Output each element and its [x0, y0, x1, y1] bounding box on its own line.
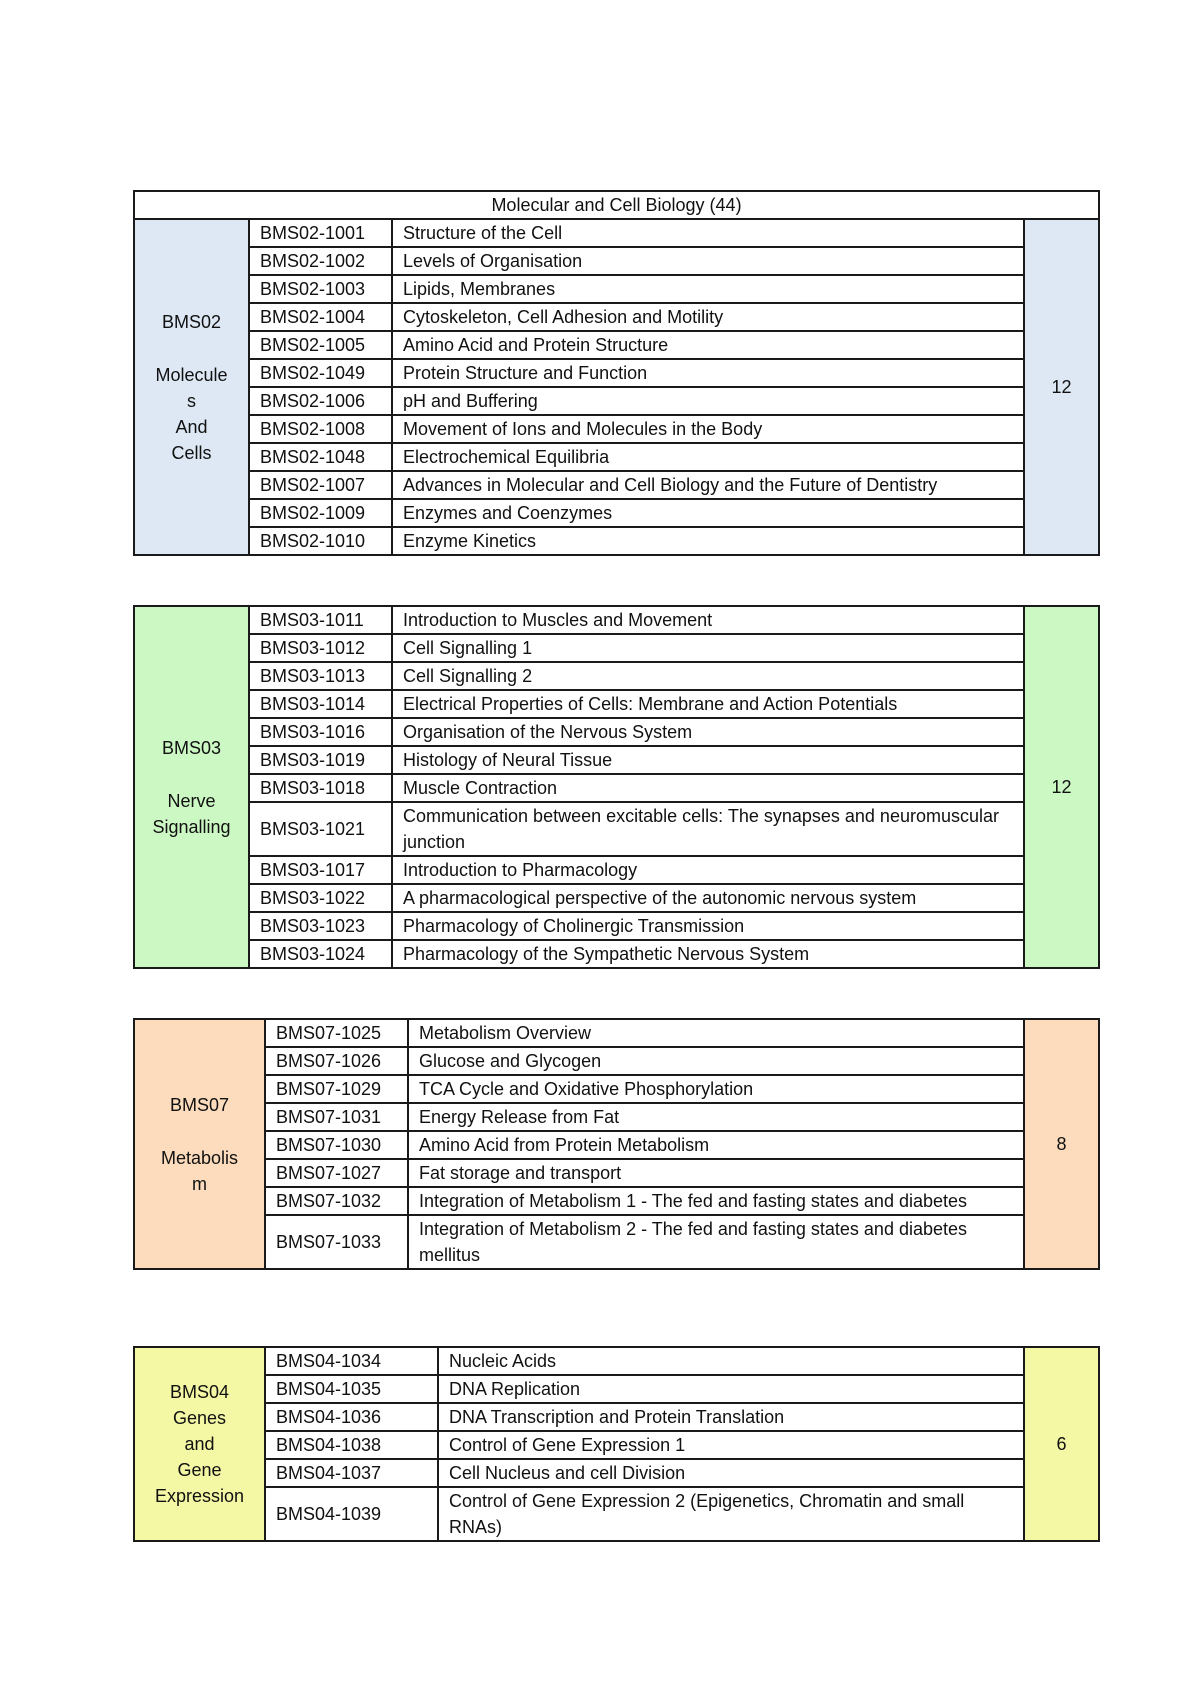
spacer — [145, 335, 238, 362]
lecture-count: 12 — [1024, 219, 1099, 555]
table-row — [134, 387, 1099, 415]
module-name-line: Gene — [177, 1460, 222, 1480]
lecture-topic: DNA Replication — [438, 1375, 1024, 1403]
lecture-topic: Enzymes and Coenzymes — [392, 499, 1024, 527]
lecture-topic: Electrical Properties of Cells: Membrane and Action Potentials — [392, 690, 1024, 718]
lecture-code: BMS03-1011 — [249, 606, 392, 634]
module-name-line: Molecule — [155, 364, 228, 385]
table-row — [134, 662, 1099, 690]
lecture-code: BMS02-1008 — [249, 415, 392, 443]
module-name-cell — [134, 1019, 265, 1269]
lecture-topic: Electrochemical Equilibria — [392, 443, 1024, 471]
table-row — [134, 471, 1099, 499]
lecture-topic: Levels of Organisation — [392, 247, 1024, 275]
lecture-code: BMS02-1009 — [249, 499, 392, 527]
lecture-topic: Cell Signalling 1 — [392, 634, 1024, 662]
module-table-bms07 — [133, 1018, 1100, 1270]
lecture-topic: Movement of Ions and Molecules in the Body — [392, 415, 1024, 443]
lecture-topic: Control of Gene Expression 2 (Epigenetics, Chromatin and small RNAs) — [438, 1487, 1024, 1541]
lecture-topic: Introduction to Pharmacology — [392, 856, 1024, 884]
module-code: BMS04 — [169, 1382, 230, 1402]
lecture-code: BMS02-1007 — [249, 471, 392, 499]
lecture-topic: Pharmacology of Cholinergic Transmission — [392, 912, 1024, 940]
lecture-count: 12 — [1024, 606, 1099, 968]
table-row — [134, 1047, 1099, 1075]
module-code: BMS07 — [169, 1094, 230, 1115]
table-row — [134, 1487, 1099, 1541]
module-name-cell — [134, 219, 249, 555]
table-row — [134, 1459, 1099, 1487]
module-name-line: Cells — [171, 442, 212, 463]
lecture-topic: pH and Buffering — [392, 387, 1024, 415]
lecture-code: BMS03-1017 — [249, 856, 392, 884]
lecture-topic: Cell Signalling 2 — [392, 662, 1024, 690]
lecture-topic: Organisation of the Nervous System — [392, 718, 1024, 746]
lecture-code: BMS02-1001 — [249, 219, 392, 247]
lecture-code: BMS02-1006 — [249, 387, 392, 415]
lecture-code: BMS04-1034 — [265, 1347, 438, 1375]
table-row — [134, 634, 1099, 662]
table-row — [134, 1103, 1099, 1131]
lecture-code: BMS03-1024 — [249, 940, 392, 968]
lecture-code: BMS03-1019 — [249, 746, 392, 774]
module-table-bms03 — [133, 605, 1100, 969]
table-row — [134, 359, 1099, 387]
module-name-line: Metabolis — [160, 1147, 239, 1168]
table-row — [134, 1403, 1099, 1431]
lecture-code: BMS04-1036 — [265, 1403, 438, 1431]
table-row — [134, 856, 1099, 884]
module-body — [134, 191, 1099, 555]
lecture-code: BMS03-1021 — [249, 802, 392, 856]
table-row — [134, 275, 1099, 303]
lecture-code: BMS04-1035 — [265, 1375, 438, 1403]
lecture-topic: Muscle Contraction — [392, 774, 1024, 802]
module-name-line: Genes — [172, 1408, 227, 1428]
lecture-code: BMS03-1018 — [249, 774, 392, 802]
table-row — [134, 527, 1099, 555]
lecture-topic: Nucleic Acids — [438, 1347, 1024, 1375]
lecture-code: BMS02-1048 — [249, 443, 392, 471]
lecture-topic: Amino Acid from Protein Metabolism — [408, 1131, 1024, 1159]
spacer — [145, 761, 238, 788]
table-row — [134, 1131, 1099, 1159]
lecture-topic: TCA Cycle and Oxidative Phosphorylation — [408, 1075, 1024, 1103]
table-row — [134, 606, 1099, 634]
table-row — [134, 1375, 1099, 1403]
lecture-code: BMS07-1030 — [265, 1131, 408, 1159]
lecture-topic: Integration of Metabolism 1 - The fed and fasting states and diabetes — [408, 1187, 1024, 1215]
table-row — [134, 415, 1099, 443]
lecture-topic: Lipids, Membranes — [392, 275, 1024, 303]
table-row — [134, 1215, 1099, 1269]
table-row — [134, 746, 1099, 774]
table-row — [134, 1075, 1099, 1103]
lecture-code: BMS02-1003 — [249, 275, 392, 303]
lecture-code: BMS04-1038 — [265, 1431, 438, 1459]
lecture-topic: Histology of Neural Tissue — [392, 746, 1024, 774]
lecture-topic: Amino Acid and Protein Structure — [392, 331, 1024, 359]
lecture-topic: Control of Gene Expression 1 — [438, 1431, 1024, 1459]
table-row — [134, 443, 1099, 471]
lecture-code: BMS04-1037 — [265, 1459, 438, 1487]
table-row — [134, 718, 1099, 746]
lecture-code: BMS07-1026 — [265, 1047, 408, 1075]
table-row — [134, 303, 1099, 331]
table-title: Molecular and Cell Biology (44) — [134, 191, 1099, 219]
lecture-code: BMS07-1032 — [265, 1187, 408, 1215]
lecture-topic: Structure of the Cell — [392, 219, 1024, 247]
lecture-topic: Cell Nucleus and cell Division — [438, 1459, 1024, 1487]
table-row — [134, 884, 1099, 912]
table-row — [134, 331, 1099, 359]
table-row — [134, 912, 1099, 940]
table-row — [134, 499, 1099, 527]
module-body — [134, 1019, 1099, 1269]
table-row — [134, 690, 1099, 718]
lecture-topic: Glucose and Glycogen — [408, 1047, 1024, 1075]
table-row — [134, 219, 1099, 247]
lecture-count: 8 — [1024, 1019, 1099, 1269]
lecture-code: BMS07-1027 — [265, 1159, 408, 1187]
module-name-cell — [134, 1347, 265, 1541]
lecture-code: BMS07-1025 — [265, 1019, 408, 1047]
lecture-topic: DNA Transcription and Protein Translation — [438, 1403, 1024, 1431]
module-body — [134, 1347, 1099, 1541]
title-row — [134, 191, 1099, 219]
lecture-topic: Protein Structure and Function — [392, 359, 1024, 387]
module-name-line: And — [175, 416, 208, 437]
module-body — [134, 606, 1099, 968]
lecture-topic: Enzyme Kinetics — [392, 527, 1024, 555]
module-name-cell — [134, 606, 249, 968]
lecture-topic: Integration of Metabolism 2 - The fed and fasting states and diabetes mellitus — [408, 1215, 1024, 1269]
lecture-code: BMS07-1029 — [265, 1075, 408, 1103]
lecture-code: BMS02-1049 — [249, 359, 392, 387]
module-name-line: m — [192, 1173, 207, 1194]
lecture-topic: Cytoskeleton, Cell Adhesion and Motility — [392, 303, 1024, 331]
table-row — [134, 940, 1099, 968]
lecture-topic: A pharmacological perspective of the autonomic nervous system — [392, 884, 1024, 912]
lecture-code: BMS04-1039 — [265, 1487, 438, 1541]
module-table-bms02 — [133, 190, 1100, 556]
lecture-code: BMS07-1031 — [265, 1103, 408, 1131]
lecture-code: BMS03-1022 — [249, 884, 392, 912]
lecture-code: BMS03-1013 — [249, 662, 392, 690]
lecture-code: BMS07-1033 — [265, 1215, 408, 1269]
module-name-line: Nerve — [167, 790, 216, 811]
lecture-code: BMS02-1010 — [249, 527, 392, 555]
spacer — [145, 1118, 254, 1145]
lecture-code: BMS02-1005 — [249, 331, 392, 359]
lecture-topic: Fat storage and transport — [408, 1159, 1024, 1187]
table-row — [134, 774, 1099, 802]
table-row — [134, 1431, 1099, 1459]
lecture-code: BMS03-1016 — [249, 718, 392, 746]
table-row — [134, 802, 1099, 856]
table-row — [134, 1187, 1099, 1215]
lecture-code: BMS02-1004 — [249, 303, 392, 331]
table-row — [134, 247, 1099, 275]
lecture-topic: Communication between excitable cells: The synapses and neuromuscular junction — [392, 802, 1024, 856]
lecture-code: BMS03-1014 — [249, 690, 392, 718]
module-name-line: Signalling — [152, 816, 231, 837]
lecture-topic: Metabolism Overview — [408, 1019, 1024, 1047]
module-name-line: s — [187, 390, 196, 411]
module-code: BMS03 — [161, 737, 222, 758]
module-code: BMS02 — [161, 311, 222, 332]
lecture-code: BMS03-1023 — [249, 912, 392, 940]
lecture-count: 6 — [1024, 1347, 1099, 1541]
table-row — [134, 1159, 1099, 1187]
module-table-bms04 — [133, 1346, 1100, 1542]
lecture-topic: Introduction to Muscles and Movement — [392, 606, 1024, 634]
module-name-line: and — [184, 1434, 215, 1454]
module-name-line: Expression — [154, 1486, 245, 1506]
table-row — [134, 1347, 1099, 1375]
lecture-topic: Pharmacology of the Sympathetic Nervous System — [392, 940, 1024, 968]
lecture-topic: Energy Release from Fat — [408, 1103, 1024, 1131]
lecture-code: BMS02-1002 — [249, 247, 392, 275]
lecture-code: BMS03-1012 — [249, 634, 392, 662]
table-row — [134, 1019, 1099, 1047]
lecture-topic: Advances in Molecular and Cell Biology and the Future of Dentistry — [392, 471, 1024, 499]
